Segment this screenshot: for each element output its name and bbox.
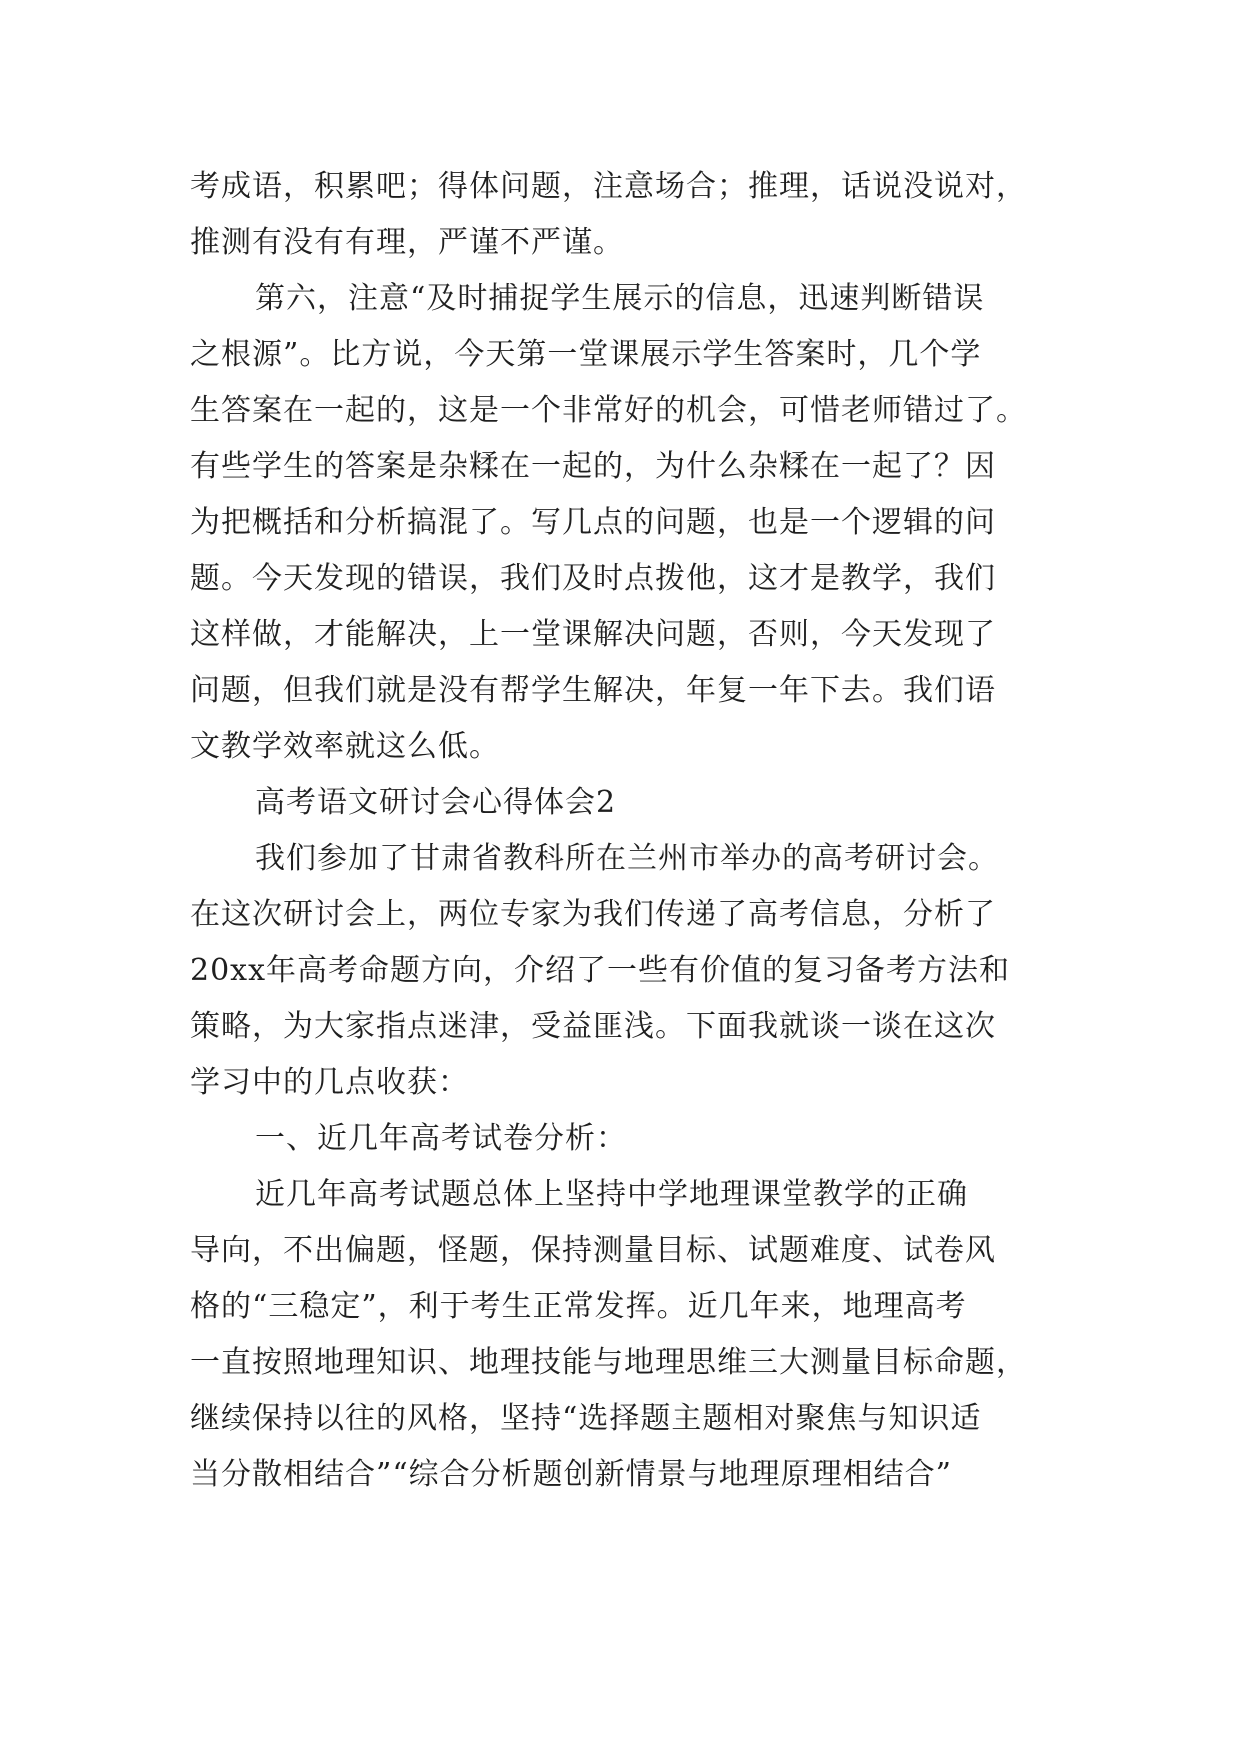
body-text-line: 继续保持以往的风格，坚持“选择题主题相对聚焦与知识适 <box>190 1401 982 1436</box>
body-text-line: 推测有没有有理，严谨不严谨。 <box>190 225 624 260</box>
body-text-line: 之根源”。比方说，今天第一堂课展示学生答案时，几个学 <box>190 337 982 372</box>
body-text-line: 学习中的几点收获： <box>190 1065 469 1100</box>
body-text-line: 20xx年高考命题方向，介绍了一些有价值的复习备考方法和 <box>190 953 1011 988</box>
body-text-line: 文教学效率就这么低。 <box>190 729 500 764</box>
body-text-line: 在这次研讨会上，两位专家为我们传递了高考信息，分析了 <box>190 897 996 932</box>
body-text-line: 当分散相结合”“综合分析题创新情景与地理原理相结合” <box>190 1457 953 1492</box>
body-text-line: 策略，为大家指点迷津，受益匪浅。下面我就谈一谈在这次 <box>190 1009 996 1044</box>
body-text-line: 生答案在一起的，这是一个非常好的机会，可惜老师错过了。 <box>190 393 1027 428</box>
body-text-line: 为把概括和分析搞混了。写几点的问题，也是一个逻辑的问 <box>190 505 996 540</box>
paragraph-start-line: 第六，注意“及时捕捉学生展示的信息，迅速判断错误 <box>255 281 985 316</box>
section-heading: 高考语文研讨会心得体会2 <box>255 785 617 820</box>
body-text-line: 一直按照地理知识、地理技能与地理思维三大测量目标命题， <box>190 1345 1027 1380</box>
body-text-line: 题。今天发现的错误，我们及时点拨他，这才是教学，我们 <box>190 561 996 596</box>
body-text-line: 问题，但我们就是没有帮学生解决，年复一年下去。我们语 <box>190 673 996 708</box>
subsection-heading: 一、近几年高考试卷分析： <box>255 1121 627 1156</box>
paragraph-start-line: 近几年高考试题总体上坚持中学地理课堂教学的正确 <box>255 1177 968 1212</box>
body-text-line: 考成语，积累吧；得体问题，注意场合；推理，话说没说对， <box>190 169 1027 204</box>
body-text-line: 这样做，才能解决，上一堂课解决问题，否则，今天发现了 <box>190 617 996 652</box>
body-text-line: 格的“三稳定”，利于考生正常发挥。近几年来，地理高考 <box>190 1289 967 1324</box>
body-text-line: 导向，不出偏题，怪题，保持测量目标、试题难度、试卷风 <box>190 1233 996 1268</box>
paragraph-start-line: 我们参加了甘肃省教科所在兰州市举办的高考研讨会。 <box>255 841 999 876</box>
body-text-line: 有些学生的答案是杂糅在一起的，为什么杂糅在一起了？因 <box>190 449 996 484</box>
